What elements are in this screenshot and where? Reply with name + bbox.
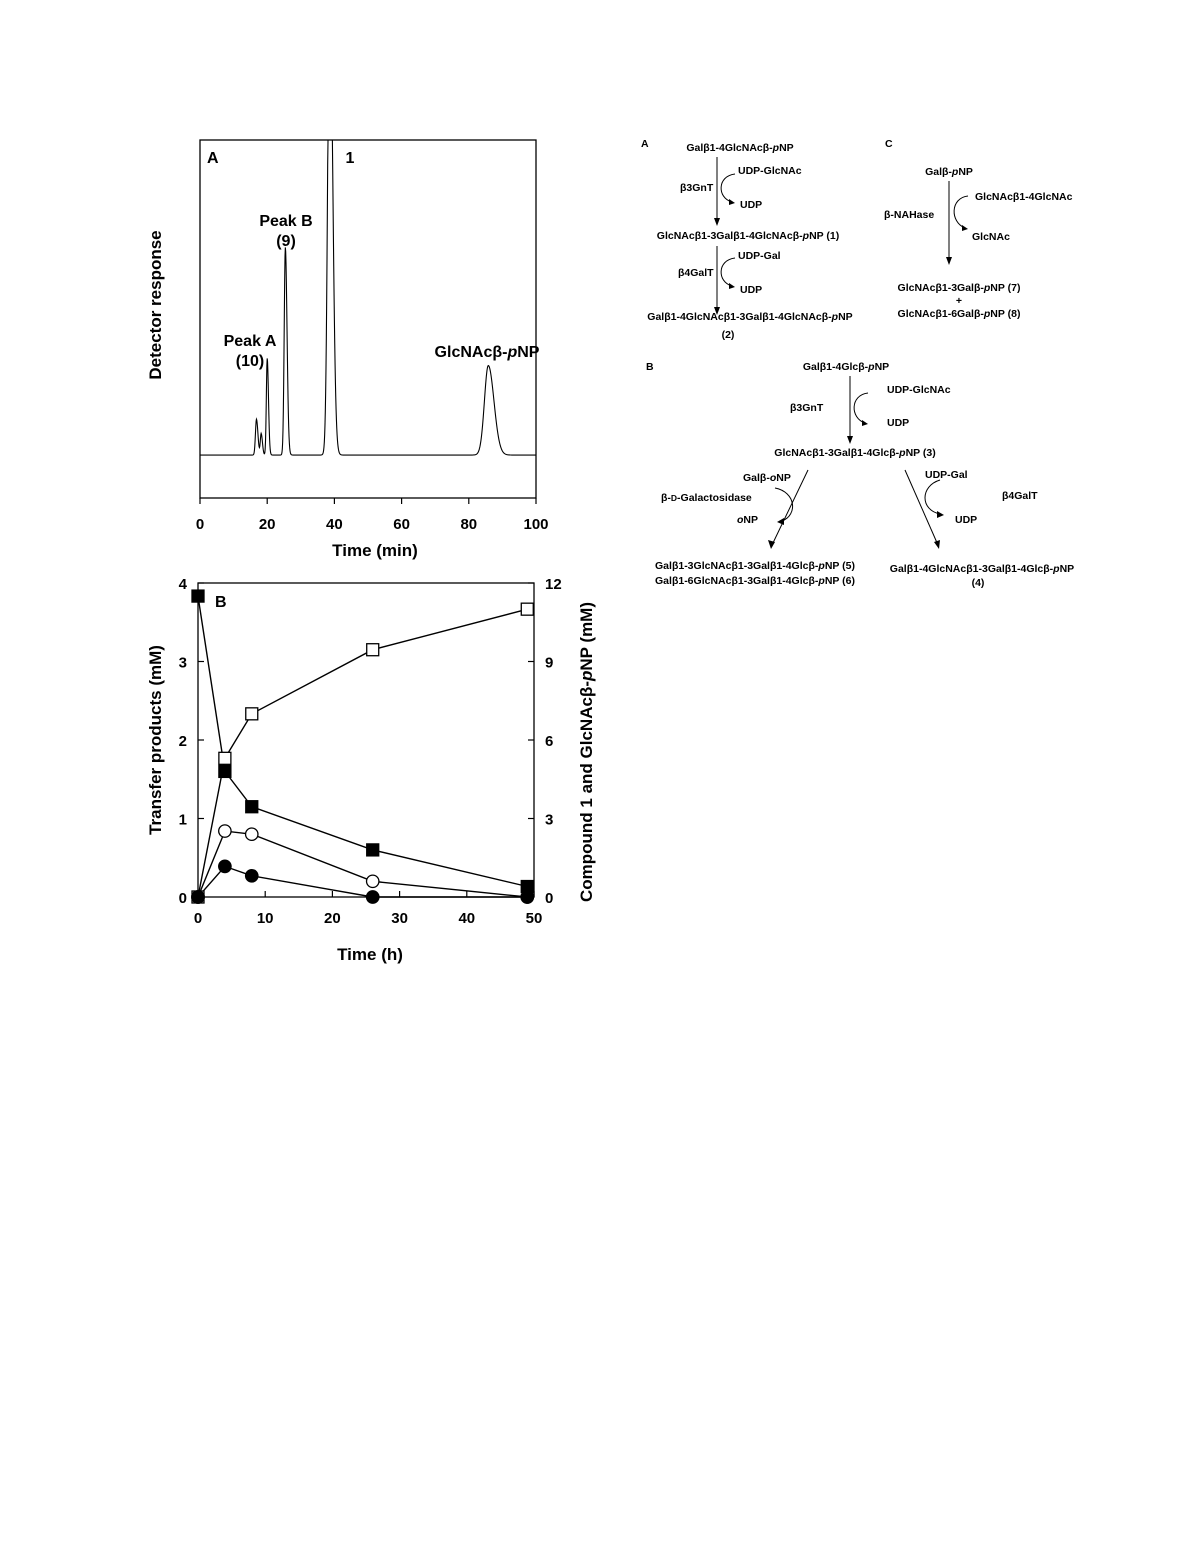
panel-b-right-y-axis-label: Compound 1 and GlcNAcβ-pNP (mM): [577, 601, 596, 903]
scheme-b-arrowhead-1: [847, 436, 853, 444]
scheme-b-left-released: oNP: [737, 514, 759, 526]
data-point-filled-circle: [246, 870, 258, 882]
scheme-c-curve: [954, 196, 968, 228]
panel-b-x-tick-label: 30: [391, 910, 408, 927]
scheme-c-product-2: GlcNAcβ1-6Galβ-pNP (8): [897, 308, 1021, 320]
panel-a-chromatogram: [146, 140, 549, 560]
scheme-c-arrowhead: [946, 257, 952, 265]
scheme-b-right-product: Galβ1-4GlcNAcβ1-3Galβ1-4Glcβ-pNP: [889, 563, 1075, 575]
scheme-c-product-1: GlcNAcβ1-3Galβ-pNP (7): [897, 282, 1021, 294]
scheme-b-start: Galβ1-4Glcβ-pNP: [802, 361, 890, 373]
scheme-a-donor-1: UDP-GlcNAc: [738, 165, 802, 177]
panel-a-x-axis-label: Time (min): [332, 541, 418, 560]
panel-b-x-tick-label: 0: [193, 910, 203, 927]
panel-a-y-axis-label: Detector response: [146, 230, 165, 380]
panel-a-x-tick-label: 0: [195, 516, 205, 533]
panel-a-x-tick-label: 40: [326, 516, 343, 533]
chromatogram-trace: [200, 140, 536, 455]
scheme-a-arrowhead-1: [714, 218, 720, 226]
panel-b-x-tick-label: 20: [324, 910, 341, 927]
scheme-c-released: GlcNAc: [972, 231, 1010, 243]
scheme-a-curve-2-head: [729, 283, 735, 289]
scheme-b-left-curve-head: [777, 518, 784, 525]
scheme-c-plus: +: [955, 295, 963, 307]
scheme-b-left-donor: Galβ-oNP: [743, 472, 791, 484]
panel-a-x-tick-label: 20: [258, 516, 276, 533]
scheme-a-curve-2: [721, 258, 735, 286]
data-point-open-square: [246, 708, 258, 720]
data-point-filled-square: [246, 801, 258, 813]
scheme-c-curve-head: [962, 225, 968, 231]
panel-b-time-course: [146, 576, 596, 964]
scheme-a-released-2: UDP: [740, 284, 763, 296]
series-line-filled-square: [198, 596, 527, 886]
scheme-b-right-product-number: (4): [971, 577, 985, 589]
scheme-b-label: B: [646, 361, 654, 373]
scheme-b-released-1: UDP: [887, 417, 910, 429]
data-point-filled-circle: [219, 860, 231, 872]
panel-b-left-y-tick-label: 0: [178, 890, 187, 907]
peak-a-label: Peak A: [223, 333, 277, 350]
panel-b-right-y-tick-label: 12: [545, 576, 562, 593]
data-point-open-circle: [219, 825, 231, 837]
scheme-b-curve-1: [854, 393, 868, 423]
panel-a-x-tick-labels: [196, 516, 549, 533]
panel-b-right-y-tick-label: 0: [545, 890, 554, 907]
panel-b-series-markers: [192, 590, 534, 903]
data-point-open-square: [367, 644, 379, 656]
scheme-b-left-enzyme: β-D-Galactosidase: [661, 492, 752, 504]
scheme-b-left-product-2: Galβ1-6GlcNAcβ1-3Galβ1-4Glcβ-pNP (6): [655, 575, 855, 587]
peak-b-label: Peak B: [259, 213, 313, 230]
scheme-a-enzyme-2: β4GalT: [678, 267, 714, 279]
panel-b-left-y-tick-label: 3: [178, 654, 187, 672]
peak-1-label: 1: [345, 150, 355, 167]
data-point-filled-circle: [192, 891, 204, 903]
scheme-b-donor-1: UDP-GlcNAc: [887, 384, 951, 396]
panel-b-right-y-tick-label: 3: [545, 811, 554, 829]
data-point-open-square: [521, 603, 533, 615]
panel-b-right-y-tick-label: 9: [545, 654, 554, 672]
scheme-a-enzyme-1: β3GnT: [680, 182, 714, 194]
scheme-a-product-2: Galβ1-4GlcNAcβ1-3Galβ1-4GlcNAcβ-pNP: [647, 311, 853, 323]
scheme-c: [884, 138, 1073, 320]
panel-b-series-lines: [198, 596, 527, 897]
scheme-b-left-product-1: Galβ1-3GlcNAcβ1-3Galβ1-4Glcβ-pNP (5): [655, 560, 855, 572]
panel-a-x-tick-label: 60: [393, 516, 410, 533]
scheme-b-curve-1-head: [862, 420, 868, 426]
scheme-b-left-curve: [775, 488, 793, 521]
glcnac-pnp-peak-label: GlcNAcβ-pNP: [434, 344, 540, 361]
scheme-a-donor-2: UDP-Gal: [738, 250, 781, 262]
scheme-b-right-arrowhead: [934, 540, 940, 549]
scheme-b-right-enzyme: β4GalT: [1002, 490, 1038, 502]
scheme-a-start: Galβ1-4GlcNAcβ-pNP: [686, 142, 794, 154]
scheme-b-right-arrow: [905, 470, 938, 545]
scheme-b-right-curve-head: [937, 511, 944, 518]
panel-a-frame: [200, 140, 536, 498]
panel-a-x-ticks: [200, 498, 536, 504]
scheme-b-right-curve: [925, 480, 940, 514]
panel-b-x-tick-label: 10: [256, 910, 274, 927]
scheme-b-right-donor: UDP-Gal: [925, 469, 968, 481]
peak-b-number: (9): [276, 233, 296, 250]
peak-a-number: (10): [235, 353, 265, 370]
panel-b-letter: B: [215, 594, 227, 611]
panel-b-right-y-tick-label: 6: [545, 733, 554, 750]
panel-b-left-y-tick-label: 4: [178, 576, 187, 593]
data-point-filled-circle: [521, 891, 533, 903]
panel-a-x-tick-label: 100: [523, 516, 549, 533]
scheme-a-label: A: [641, 138, 649, 150]
scheme-c-start: Galβ-pNP: [925, 166, 973, 178]
data-point-filled-square: [192, 590, 204, 602]
series-line-open-square: [198, 609, 527, 897]
panel-b-x-axis-label: Time (h): [337, 945, 403, 964]
scheme-a-released-1: UDP: [740, 199, 763, 211]
data-point-filled-circle: [367, 891, 379, 903]
panel-a-letter: A: [207, 150, 219, 167]
panel-b-ticks: [179, 576, 562, 927]
scheme-c-label: C: [885, 138, 893, 150]
data-point-filled-square: [367, 844, 379, 856]
panel-b-x-tick-label: 40: [458, 910, 476, 927]
panel-a-x-tick-label: 80: [460, 516, 478, 533]
panel-b-x-tick-label: 50: [525, 910, 543, 927]
panel-b-left-y-tick-label: 2: [178, 733, 187, 750]
scheme-b-right-released: UDP: [955, 514, 978, 526]
data-point-open-circle: [246, 828, 258, 840]
scheme-a-product-1: GlcNAcβ1-3Galβ1-4GlcNAcβ-pNP (1): [656, 230, 840, 242]
scheme-a: [641, 138, 853, 341]
scheme-b-enzyme-1: β3GnT: [790, 402, 824, 414]
data-point-open-circle: [367, 875, 379, 887]
scheme-b: [646, 361, 1074, 589]
panel-b-left-y-tick-label: 1: [178, 811, 187, 829]
scheme-a-product-2-number: (2): [721, 329, 735, 341]
panel-b-left-y-axis-label: Transfer products (mM): [146, 645, 165, 835]
scheme-b-intermediate: GlcNAcβ1-3Galβ1-4Glcβ-pNP (3): [774, 447, 936, 459]
series-line-open-circle: [198, 831, 527, 897]
scheme-c-enzyme: β-NAHase: [884, 209, 935, 221]
data-point-filled-square: [219, 765, 231, 777]
scheme-a-curve-1: [721, 174, 735, 202]
data-point-open-square: [219, 752, 231, 764]
scheme-c-donor: GlcNAcβ1-4GlcNAc: [975, 191, 1073, 203]
scheme-a-curve-1-head: [729, 199, 735, 205]
panel-b-frame: [198, 583, 534, 897]
